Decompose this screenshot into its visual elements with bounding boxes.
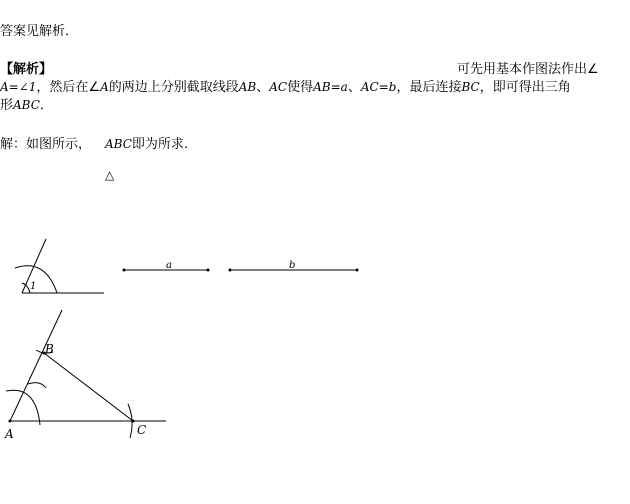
point-a-label: A bbox=[5, 427, 14, 441]
solution-prefix: 解：如图所示， bbox=[0, 137, 92, 152]
segment-bc bbox=[44, 353, 133, 421]
equation-ac: AC=b bbox=[360, 80, 397, 94]
angle-equality: A=∠1 bbox=[0, 80, 37, 94]
ray-ab bbox=[10, 310, 62, 421]
segment-b-start bbox=[229, 269, 232, 272]
angle-1-label: 1 bbox=[30, 281, 37, 292]
solution-suffix: 即为所求. bbox=[131, 137, 189, 152]
segment-a-start bbox=[123, 269, 126, 272]
answer-text: 答案见解析． bbox=[0, 24, 79, 39]
segment-b-label: b bbox=[289, 260, 296, 271]
segment-a-label: a bbox=[166, 260, 172, 271]
analysis-text: 使得 bbox=[287, 80, 314, 95]
segment-bc: BC bbox=[461, 80, 480, 94]
analysis-text: ，即可得出三角 bbox=[479, 80, 571, 95]
analysis-text: ，然后在∠ bbox=[36, 80, 101, 95]
construction-arc-small bbox=[28, 383, 46, 388]
analysis-text: 形 bbox=[0, 98, 14, 113]
analysis-text: ，最后连接 bbox=[396, 80, 462, 95]
segment-b-end bbox=[356, 269, 359, 272]
analysis-line1-text: 可先用基本作图法作出∠ bbox=[457, 62, 599, 77]
point-a-dot bbox=[9, 420, 12, 423]
segment-a-end bbox=[207, 269, 210, 272]
triangle-symbol-text: △ bbox=[105, 168, 115, 182]
segment-ac: AC bbox=[269, 80, 288, 94]
separator: 、 bbox=[347, 80, 361, 95]
point-b-label: B bbox=[45, 342, 54, 356]
analysis-text: 的两边上分别截取线段 bbox=[108, 80, 239, 95]
point-c-dot bbox=[132, 420, 135, 423]
analysis-heading: 【解析】 bbox=[0, 62, 53, 77]
solution-triangle: ABC bbox=[105, 137, 132, 151]
analysis-text: ． bbox=[39, 98, 53, 113]
point-c-label: C bbox=[137, 423, 147, 437]
segment-ab: AB bbox=[238, 80, 257, 94]
triangle-name: ABC bbox=[13, 98, 40, 112]
angle-vertex: A bbox=[100, 80, 109, 94]
separator: 、 bbox=[256, 80, 270, 95]
equation-ab: AB=a bbox=[313, 80, 348, 94]
